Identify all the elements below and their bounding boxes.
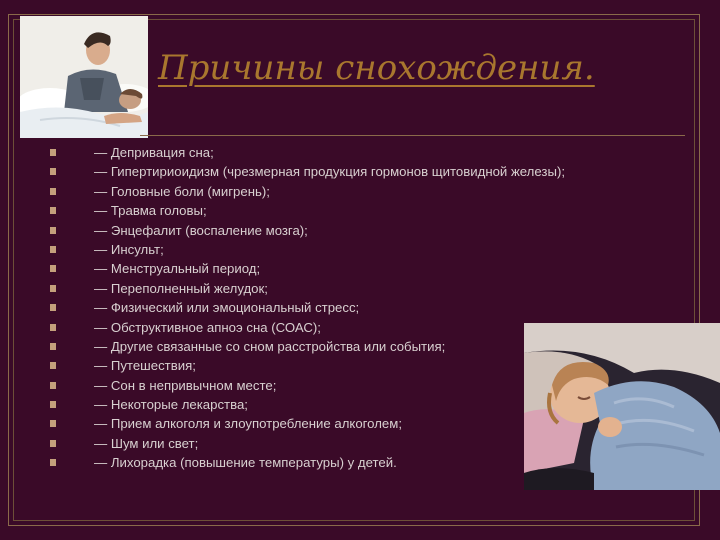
bullet-square-icon [50,149,56,156]
bullet-square-icon [50,207,56,214]
list-item-text: — Некоторые лекарства; [94,397,248,413]
list-item [44,298,565,317]
bullet-square-icon [50,382,56,389]
list-item [44,376,565,395]
list-item-text: — Другие связанные со сном расстройства или события; [94,338,446,354]
list-item [44,337,565,356]
list-item [44,318,565,337]
couple-illustration [20,16,148,138]
list-item-text: — Менструальный период; [94,261,261,277]
bullet-square-icon [50,188,56,195]
list-item [44,453,565,472]
bullet-square-icon [50,168,56,175]
list-item [44,259,565,278]
bullet-square-icon [50,227,56,234]
list-item [44,395,565,414]
list-item [44,201,565,220]
bullet-square-icon [50,440,56,447]
list-item [44,221,565,240]
list-item [44,182,565,201]
sleeping-child-illustration [524,323,720,490]
bullet-square-icon [50,246,56,253]
list-item-text: — Депривация сна; [94,145,214,160]
bullet-square-icon [50,362,56,369]
list-item [44,162,565,181]
bullet-square-icon [50,459,56,466]
causes-list [44,143,565,473]
list-item-text: — Головные боли (мигрень); [94,183,270,199]
list-item [44,414,565,433]
list-item [44,240,565,259]
bullet-square-icon [50,324,56,331]
list-item [44,143,565,162]
list-item-text: — Путешествия; [94,358,196,374]
bullet-square-icon [50,285,56,292]
bullet-square-icon [50,265,56,272]
list-item-text: — Сон в непривычном месте; [94,377,277,393]
bullet-square-icon [50,401,56,408]
bullet-square-icon [50,420,56,427]
title-divider [140,135,685,136]
bullet-square-icon [50,343,56,350]
list-item [44,279,565,298]
list-item-text: — Инсульт; [94,241,164,257]
slide-title: Причины снохождения. [158,48,595,88]
list-item-text: — Энцефалит (воспаление мозга); [94,222,308,238]
bullet-square-icon [50,304,56,311]
list-item-text: — Травма головы; [94,203,207,219]
list-item-text: — Обструктивное апноэ сна (СОАС); [94,319,321,335]
list-item-text: — Прием алкоголя и злоупотребление алкоголем; [94,416,402,432]
photo-couple-in-bed [20,16,148,138]
list-item-text: — Лихорадка (повышение температуры) у детей. [94,455,397,471]
photo-sleeping-child [524,323,720,490]
list-item-text: — Гипертириоидизм (чрезмерная продукция гормонов щитовидной железы); [94,164,565,180]
list-item [44,434,565,453]
list-item-text: — Физический или эмоциональный стресс; [94,300,360,316]
list-item-text: — Переполненный желудок; [94,280,268,296]
list-item [44,356,565,375]
list-item-text: — Шум или свет; [94,435,199,451]
